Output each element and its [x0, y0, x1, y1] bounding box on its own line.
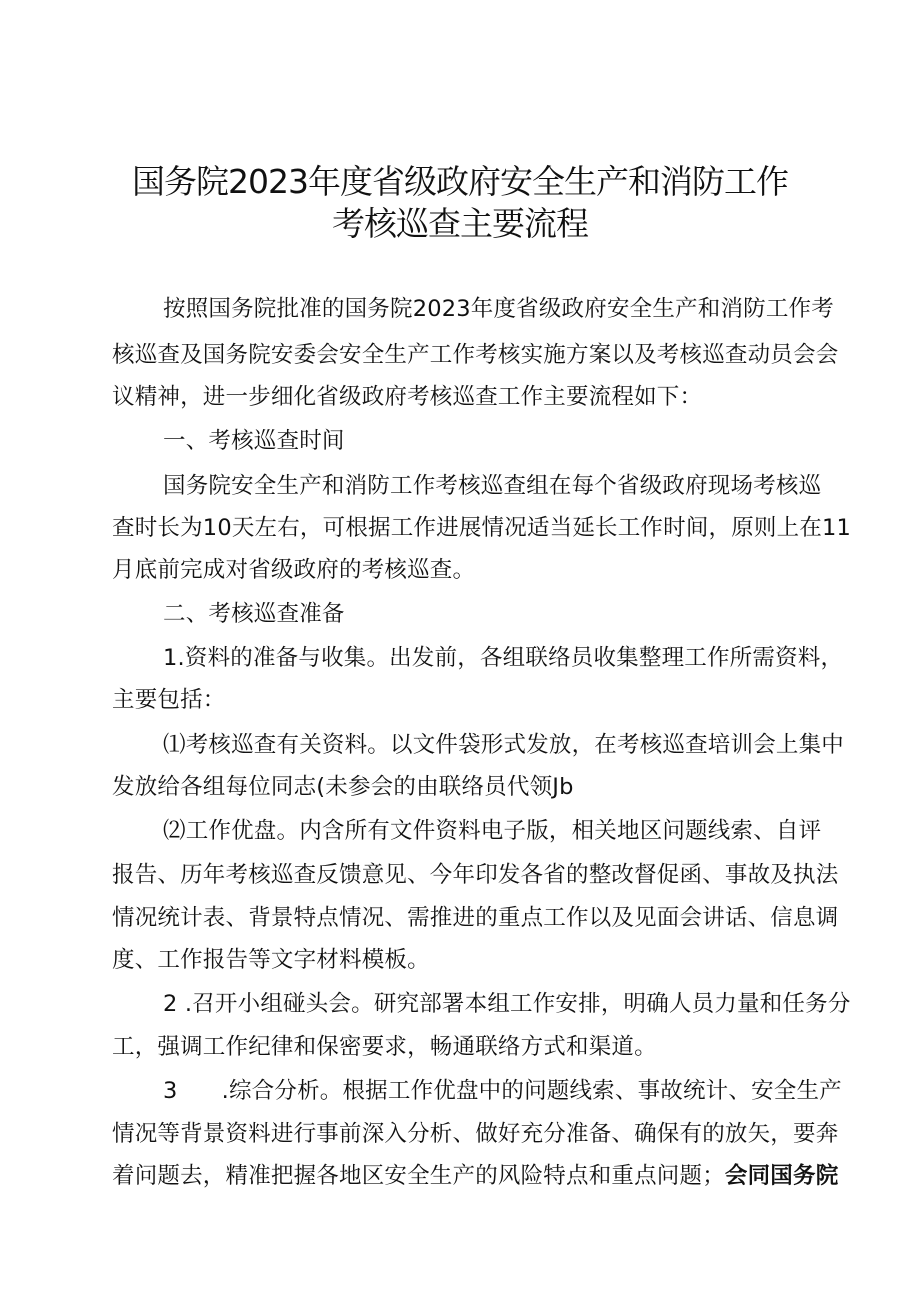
item-2-line-1: 2 .召开小组碰头会。研究部署本组工作安排，明确人员力量和任务分 — [163, 991, 851, 1017]
subitem-1-line-1: ⑴考核巡查有关资料。以文件袋形式发放，在考核巡查培训会上集中 — [163, 732, 845, 758]
item-3-line-3-text: 着问题去，精准把握各地区安全生产的风险特点和重点问题； — [112, 1163, 725, 1189]
subitem-1-line-2: 发放给各组每位同志(未参会的由联络员代领Jb — [112, 774, 574, 800]
paragraph-intro-line-3: 议精神，进一步细化省级政府考核巡查工作主要流程如下： — [112, 384, 703, 410]
section-heading-time: 一、考核巡查时间 — [163, 428, 345, 454]
item-3-bold-tail: 会同国务院 — [724, 1163, 839, 1189]
item-2-line-2: 工，强调工作纪律和保密要求，畅通联络方式和渠道。 — [112, 1034, 657, 1060]
item-1-line-2: 主要包括： — [112, 687, 226, 713]
section-heading-preparation: 二、考核巡查准备 — [163, 601, 345, 627]
paragraph-intro-line-2: 核巡查及国务院安委会安全生产工作考核实施方案以及考核巡查动员会会 — [112, 342, 839, 368]
item-3-line-1: 3 .综合分析。根据工作优盘中的问题线索、事故统计、安全生产 — [163, 1078, 842, 1104]
paragraph-time-line-1: 国务院安全生产和消防工作考核巡查组在每个省级政府现场考核巡 — [163, 473, 822, 499]
subitem-2-line-1: ⑵工作优盘。内含所有文件资料电子版，相关地区问题线索、自评 — [163, 818, 822, 844]
document-title-line-2: 考核巡查主要流程 — [332, 204, 588, 243]
item-3-line-2: 情况等背景资料进行事前深入分析、做好充分准备、确保有的放矢，要奔 — [112, 1121, 839, 1147]
document-title-line-1: 国务院2023年度省级政府安全生产和消防工作 — [132, 162, 788, 201]
item-3-line-3 — [112, 1161, 839, 1191]
subitem-2-line-2: 报告、历年考核巡查反馈意见、今年印发各省的整改督促函、事故及执法 — [112, 862, 839, 888]
subitem-2-line-4: 度、工作报告等文字材料模板。 — [112, 947, 430, 973]
subitem-2-line-3: 情况统计表、背景特点情况、需推进的重点工作以及见面会讲话、信息调 — [112, 905, 839, 931]
paragraph-intro-line-1: 按照国务院批准的国务院2023年度省级政府安全生产和消防工作考 — [163, 296, 834, 322]
paragraph-time-line-2: 查时长为10天左右，可根据工作进展情况适当延长工作时间，原则上在11 — [112, 515, 852, 541]
paragraph-time-line-3: 月底前完成对省级政府的考核巡查。 — [112, 557, 476, 583]
item-1-line-1: 1.资料的准备与收集。出发前，各组联络员收集整理工作所需资料， — [163, 645, 844, 671]
